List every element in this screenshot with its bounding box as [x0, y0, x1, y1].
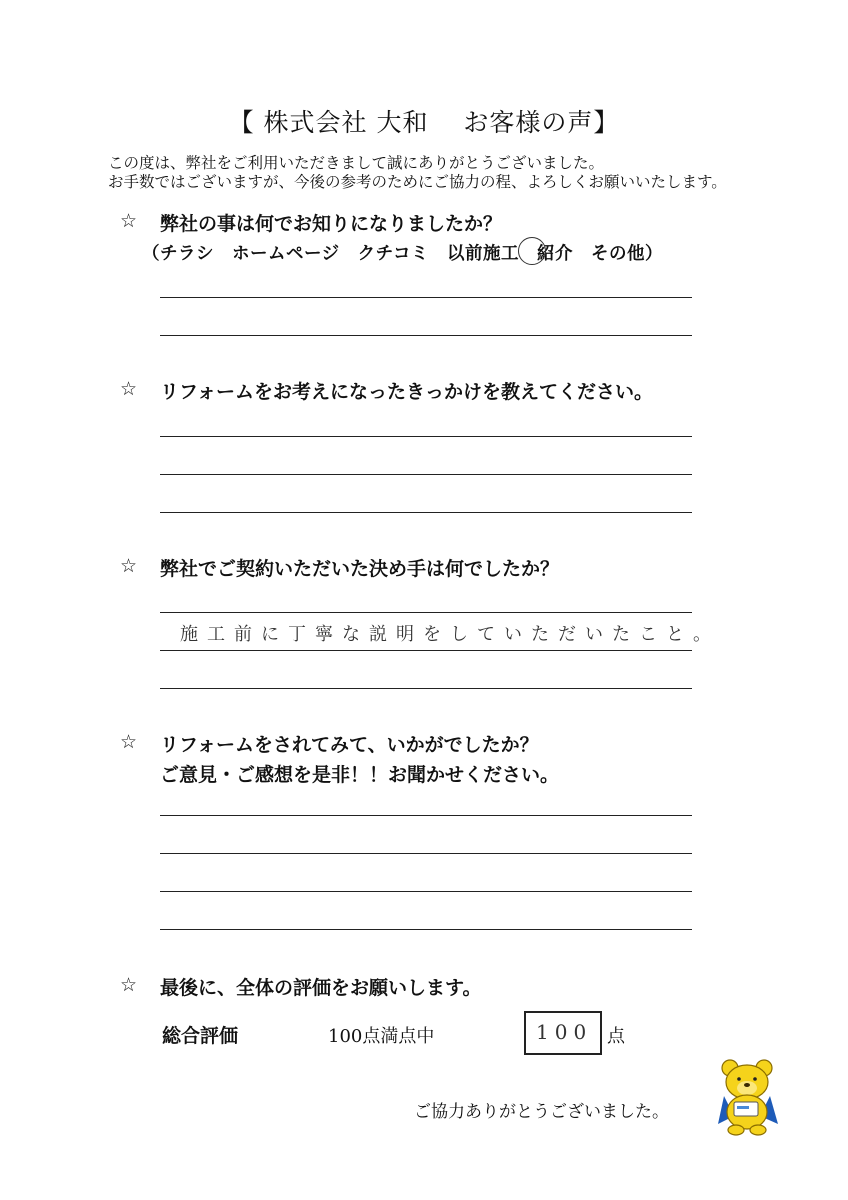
question-2: リフォームをお考えになったきっかけを教えてください。 — [160, 381, 654, 403]
selected-option-circle — [518, 237, 546, 265]
answer-line — [160, 612, 692, 613]
handwritten-answer: 施工前に丁寧な説明をしていただいたこと。 — [180, 624, 720, 645]
star-icon: ☆ — [120, 731, 138, 753]
answer-line — [160, 335, 692, 336]
answer-line — [160, 891, 692, 892]
overall-rating-label: 総合評価 — [162, 1025, 239, 1047]
answer-line — [160, 512, 692, 513]
answer-line — [160, 929, 692, 930]
question-4-line-2: ご意見・ご感想を是非！！お聞かせください。 — [160, 764, 560, 786]
answer-line — [160, 436, 692, 437]
answer-line — [160, 688, 692, 689]
star-icon: ☆ — [120, 555, 138, 577]
intro-line-1: この度は、弊社をご利用いただきまして誠にありがとうございました。 — [108, 154, 605, 172]
question-5: 最後に、全体の評価をお願いします。 — [160, 977, 482, 999]
question-1: 弊社の事は何でお知りになりましたか？ — [160, 213, 503, 235]
answer-line — [160, 297, 692, 298]
score-unit: 点 — [607, 1026, 625, 1047]
answer-line — [160, 853, 692, 854]
question-3: 弊社でご契約いただいた決め手は何でしたか？ — [160, 558, 560, 580]
star-icon: ☆ — [120, 210, 138, 232]
intro-line-2: お手数ではございますが、今後の参考のためにご協力の程、よろしくお願いいたします。 — [108, 173, 727, 191]
thanks-message: ご協力ありがとうございました。 — [414, 1102, 669, 1122]
bear-mascot-icon — [714, 1058, 782, 1136]
rating-scale: 100点満点中 — [328, 1026, 435, 1047]
page-title: 【 株式会社 大和 お客様の声】 — [228, 108, 620, 137]
star-icon: ☆ — [120, 378, 138, 400]
answer-line — [160, 650, 692, 651]
answer-line — [160, 474, 692, 475]
score-value: 100 — [536, 1020, 593, 1044]
question-1-options: （チラシ ホームページ クチコミ 以前施工 紹介 その他） — [142, 244, 663, 264]
answer-line — [160, 815, 692, 816]
question-4-line-1: リフォームをされてみて、いかがでしたか？ — [160, 734, 539, 756]
star-icon: ☆ — [120, 974, 138, 996]
